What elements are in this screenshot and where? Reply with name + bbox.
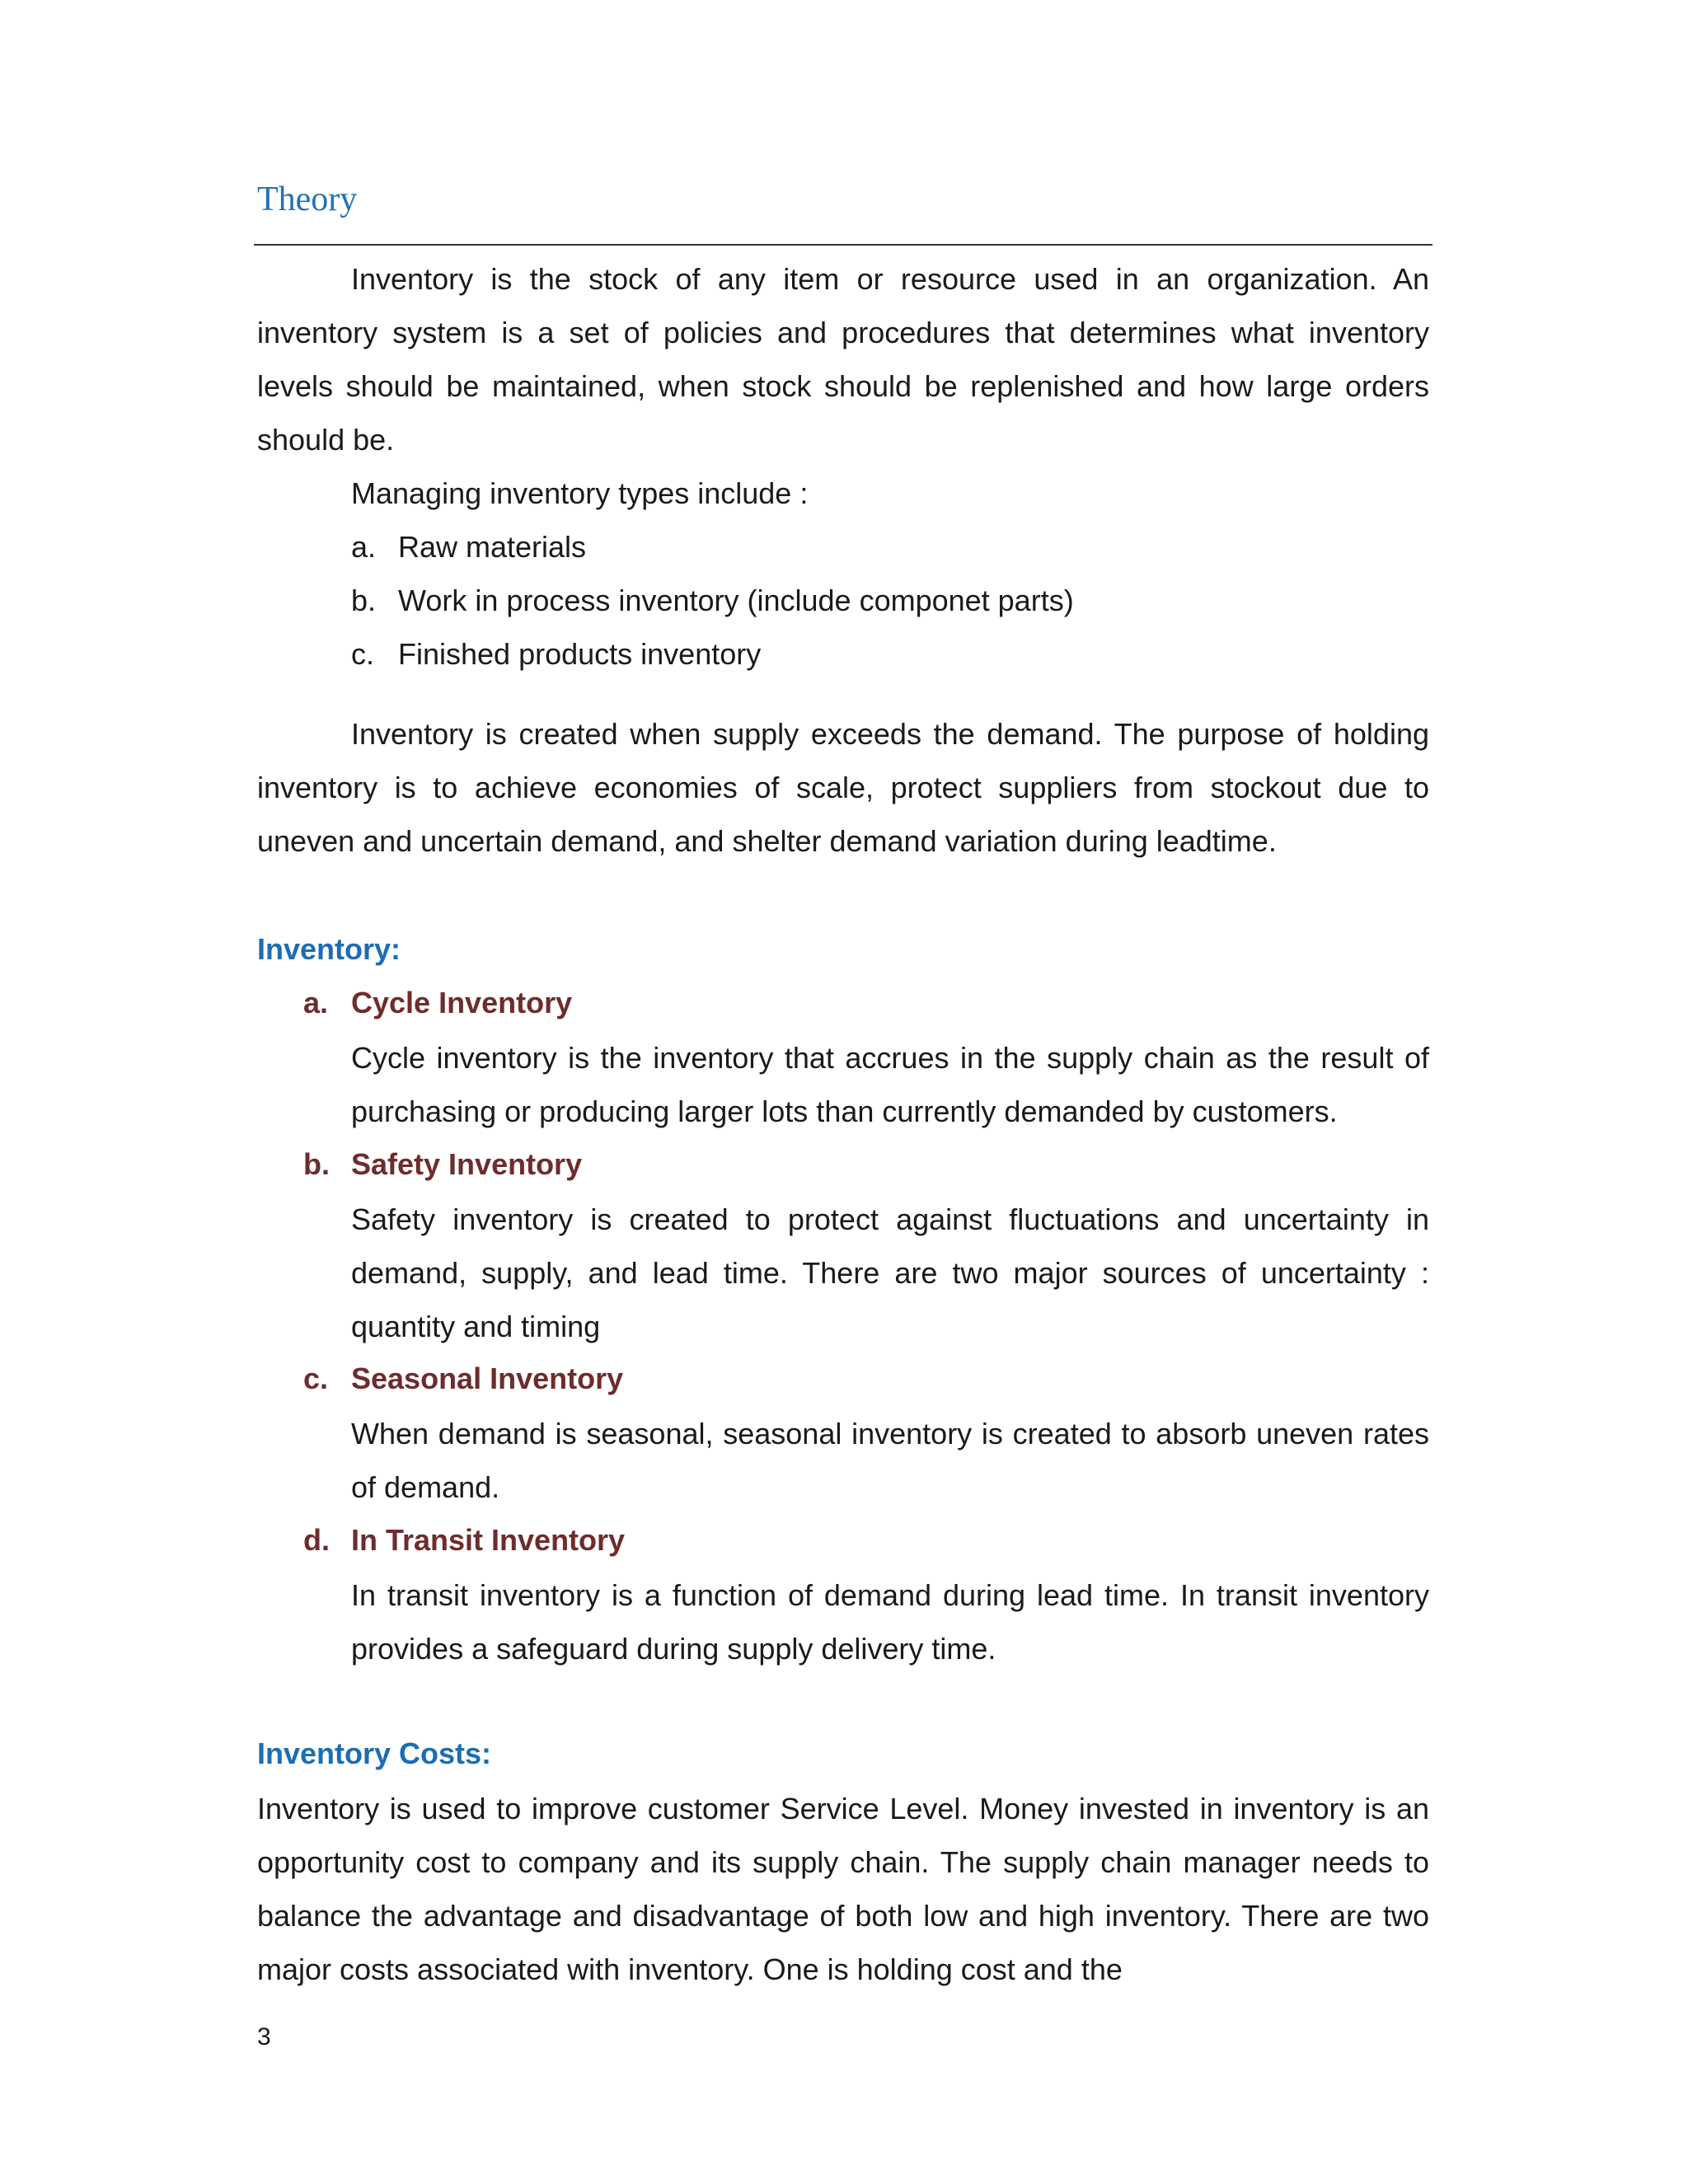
subheading-marker: d. bbox=[303, 1523, 330, 1557]
list-item bbox=[351, 627, 761, 681]
list-marker: a. bbox=[351, 530, 377, 564]
subheading-marker: a. bbox=[303, 986, 329, 1019]
list-item-text: Raw materials bbox=[398, 530, 587, 564]
list-item-text: Finished products inventory bbox=[398, 637, 762, 671]
purpose-paragraph: Inventory is created when supply exceeds the demand. The purpose of holding inventory is to achieve economies of scale, protect suppliers from stockout due to uneven and uncertain demand, and shelter demand variation during leadtime. bbox=[257, 717, 1429, 858]
subheading-title: Safety Inventory bbox=[351, 1147, 583, 1181]
safety-inventory-description: Safety inventory is created to protect against fluctuations and uncertainty in demand, supply, and lead time. There are two major sources of uncertainty : quantity and timing bbox=[351, 1202, 1429, 1343]
section-title: Theory bbox=[257, 180, 358, 218]
list-marker: c. bbox=[351, 637, 375, 671]
intro-paragraph: Inventory is the stock of any item or resource used in an organization. An inventory system is a set of policies and procedures that determines what inventory levels should be maintained, when stock should be replenished and how large orders should be. bbox=[257, 262, 1429, 457]
inventory-heading: Inventory: bbox=[257, 932, 401, 966]
list-marker: b. bbox=[351, 583, 377, 617]
inventory-costs-heading: Inventory Costs: bbox=[257, 1736, 492, 1770]
page-number: 3 bbox=[257, 2023, 271, 2050]
subheading-title: In Transit Inventory bbox=[351, 1523, 626, 1557]
subheading-marker: b. bbox=[303, 1147, 330, 1181]
types-intro: Managing inventory types include : bbox=[351, 476, 809, 510]
subheading-cycle-inventory bbox=[303, 976, 572, 1029]
in-transit-inventory-description: In transit inventory is a function of demand during lead time. In transit inventory provides a safeguard during supply delivery time. bbox=[351, 1578, 1429, 1666]
title-underline bbox=[254, 244, 1432, 246]
inventory-costs-paragraph: Inventory is used to improve customer Service Level. Money invested in inventory is an opportunity cost to company and its supply chain. The supply chain manager needs to balance the advantage and disadvantage of both low and high inventory. There are two major costs associated with inventory. One is holding cost and the bbox=[257, 1792, 1429, 1986]
subheading-marker: c. bbox=[303, 1361, 329, 1395]
subheading-title: Cycle Inventory bbox=[351, 986, 573, 1019]
subheading-safety-inventory bbox=[303, 1137, 582, 1191]
cycle-inventory-description: Cycle inventory is the inventory that accrues in the supply chain as the result of purchasing or producing larger lots than currently demanded by customers. bbox=[351, 1041, 1429, 1128]
seasonal-inventory-description: When demand is seasonal, seasonal inventory is created to absorb uneven rates of demand. bbox=[351, 1417, 1429, 1504]
subheading-in-transit-inventory bbox=[303, 1513, 625, 1567]
list-item-text: Work in process inventory (include componet parts) bbox=[398, 583, 1074, 617]
subheading-title: Seasonal Inventory bbox=[351, 1361, 624, 1395]
subheading-seasonal-inventory bbox=[303, 1352, 623, 1405]
list-item bbox=[351, 574, 1074, 627]
list-item bbox=[351, 520, 586, 574]
